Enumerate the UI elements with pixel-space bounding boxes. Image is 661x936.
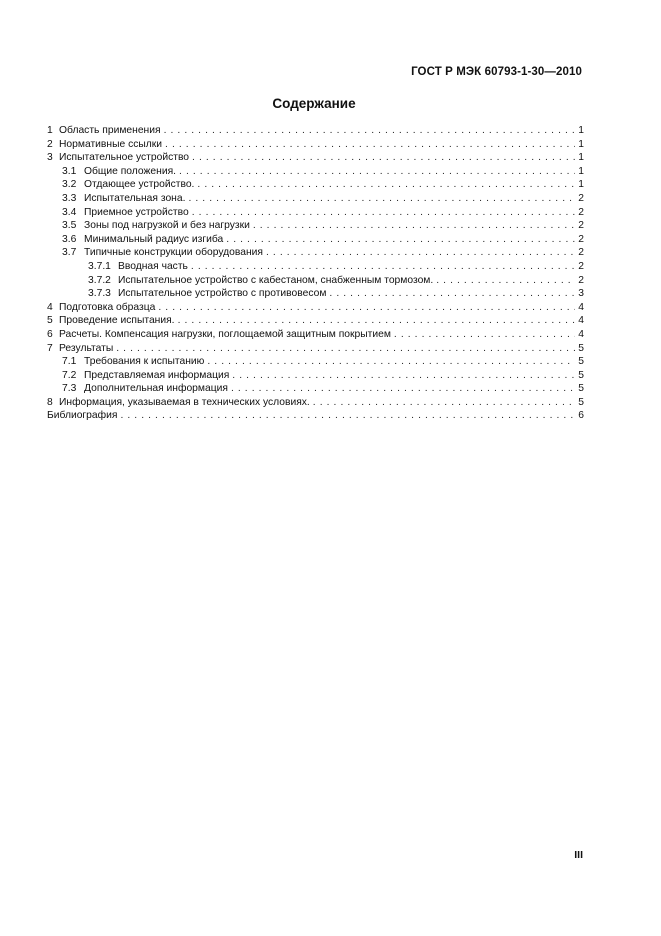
toc-entry[interactable] (47, 219, 584, 233)
toc-entry-page: 4 (578, 315, 584, 327)
toc-entry-title: Представляемая информация (84, 369, 230, 381)
toc-entry-number: 3.7 (62, 247, 77, 259)
toc-leader-dots (329, 287, 575, 301)
toc-entry-title: Дополнительная информация (84, 383, 228, 395)
toc-leader-dots (197, 178, 575, 192)
toc-entry-page: 2 (578, 274, 584, 286)
toc-entry-page: 1 (578, 152, 584, 164)
toc-entry-page: 1 (578, 165, 584, 177)
toc-leader-dots (394, 328, 575, 342)
toc-entry-page: 2 (578, 247, 584, 259)
toc-entry-title: Приемное устройство (84, 206, 189, 218)
toc-entry[interactable] (47, 409, 584, 423)
toc-entry[interactable] (47, 342, 584, 356)
toc-entry[interactable] (47, 124, 584, 138)
toc-entry-title: Испытательное устройство с кабестаном, снабженным тормозом. (118, 274, 434, 286)
toc-entry[interactable] (47, 382, 584, 396)
toc-entry-title: Нормативные ссылки (59, 138, 163, 150)
toc-entry-title: Результаты (59, 342, 114, 354)
toc-entry-number: 7.2 (62, 369, 77, 381)
toc-entry[interactable] (47, 355, 584, 369)
toc-entry-title: Проведение испытания. (59, 315, 175, 327)
toc-entry-number: 4 (47, 301, 53, 313)
toc-entry-number: 8 (47, 396, 53, 408)
toc-entry-number: 5 (47, 315, 53, 327)
toc-entry-number: 7.1 (62, 356, 77, 368)
toc-entry-page: 5 (578, 396, 584, 408)
toc-entry-title: Требования к испытанию (84, 356, 205, 368)
toc-entry-title: Вводная часть (118, 260, 188, 272)
toc-leader-dots (436, 274, 575, 288)
toc-entry-number: 6 (47, 328, 53, 340)
toc-entry-page: 4 (578, 328, 584, 340)
toc-leader-dots (120, 409, 575, 423)
toc-entry-page: 5 (578, 342, 584, 354)
toc-entry-page: 1 (578, 125, 584, 136)
toc-entry-number: 3.7.3 (88, 288, 111, 300)
toc-leader-dots (313, 396, 575, 410)
toc-entry[interactable] (47, 287, 584, 301)
toc-leader-dots (116, 342, 575, 356)
toc-entry[interactable] (47, 246, 584, 260)
toc-entry-title: Общие положения. (84, 165, 177, 177)
toc-entry-page: 2 (578, 220, 584, 232)
page-number: III (574, 849, 583, 861)
table-of-contents (47, 124, 584, 423)
toc-entry-number: 3 (47, 152, 53, 164)
toc-entry[interactable] (47, 178, 584, 192)
toc-leader-dots (226, 233, 575, 247)
toc-entry-page: 2 (578, 192, 584, 204)
toc-entry[interactable] (47, 301, 584, 315)
toc-entry-page: 2 (578, 260, 584, 272)
toc-entry-page: 6 (578, 410, 584, 422)
toc-entry-title: Минимальный радиус изгиба (84, 233, 224, 245)
toc-leader-dots (266, 246, 575, 260)
toc-entry-number: 3.5 (62, 220, 77, 232)
toc-entry-number: 3.7.2 (88, 274, 111, 286)
toc-entry[interactable] (47, 274, 584, 288)
toc-entry-page: 5 (578, 383, 584, 395)
toc-leader-dots (158, 301, 575, 315)
toc-entry-number: 3.1 (62, 165, 77, 177)
toc-leader-dots (188, 192, 575, 206)
toc-entry[interactable] (47, 233, 584, 247)
toc-leader-dots (164, 124, 575, 138)
toc-entry[interactable] (47, 192, 584, 206)
toc-leader-dots (232, 369, 575, 383)
toc-entry[interactable] (47, 151, 584, 165)
toc-leader-dots (192, 151, 575, 165)
toc-entry-page: 4 (578, 301, 584, 313)
toc-entry-title: Испытательное устройство (59, 152, 190, 164)
toc-entry-title: Информация, указываемая в технических условиях. (59, 396, 310, 408)
toc-entry[interactable] (47, 260, 584, 274)
toc-title: Содержание (272, 96, 356, 111)
toc-entry-page: 1 (578, 179, 584, 191)
toc-leader-dots (192, 206, 575, 220)
toc-leader-dots (207, 355, 575, 369)
toc-leader-dots (178, 314, 575, 328)
toc-entry-number: 1 (47, 125, 53, 136)
page-header: ГОСТ Р МЭК 60793-1-30—2010 (411, 66, 582, 78)
toc-entry-page: 5 (578, 356, 584, 368)
toc-entry-page: 2 (578, 233, 584, 245)
toc-entry-number: 3.3 (62, 192, 77, 204)
toc-entry[interactable] (47, 165, 584, 179)
toc-entry-page: 2 (578, 206, 584, 218)
toc-entry-number: 3.2 (62, 179, 77, 191)
toc-entry[interactable] (47, 314, 584, 328)
toc-entry-title: Типичные конструкции оборудования (84, 247, 263, 259)
toc-leader-dots (231, 382, 575, 396)
toc-entry-page: 5 (578, 369, 584, 381)
toc-entry-number: 3.4 (62, 206, 77, 218)
toc-leader-dots (191, 260, 575, 274)
toc-entry[interactable] (47, 206, 584, 220)
toc-entry-number: 7.3 (62, 383, 77, 395)
toc-entry-title: Библиография (47, 410, 118, 422)
toc-entry-title: Отдающее устройство. (84, 179, 195, 191)
toc-entry[interactable] (47, 328, 584, 342)
toc-leader-dots (179, 165, 575, 179)
toc-entry-page: 1 (578, 138, 584, 150)
toc-entry-title: Расчеты. Компенсация нагрузки, поглощаемой защитным покрытием (59, 328, 391, 340)
toc-entry-number: 3.6 (62, 233, 77, 245)
toc-entry-title: Подготовка образца (59, 301, 156, 313)
toc-entry-page: 3 (578, 288, 584, 300)
toc-entry-number: 2 (47, 138, 53, 150)
toc-entry-title: Испытательная зона. (84, 192, 186, 204)
toc-leader-dots (253, 219, 575, 233)
toc-entry[interactable] (47, 369, 584, 383)
toc-entry-title: Зоны под нагрузкой и без нагрузки (84, 220, 250, 232)
toc-leader-dots (165, 138, 575, 152)
toc-entry-number: 7 (47, 342, 53, 354)
toc-entry-title: Испытательное устройство с противовесом (118, 288, 327, 300)
toc-entry-title: Область применения (59, 125, 161, 136)
toc-entry[interactable] (47, 138, 584, 152)
toc-entry-number: 3.7.1 (88, 260, 111, 272)
toc-entry[interactable] (47, 396, 584, 410)
